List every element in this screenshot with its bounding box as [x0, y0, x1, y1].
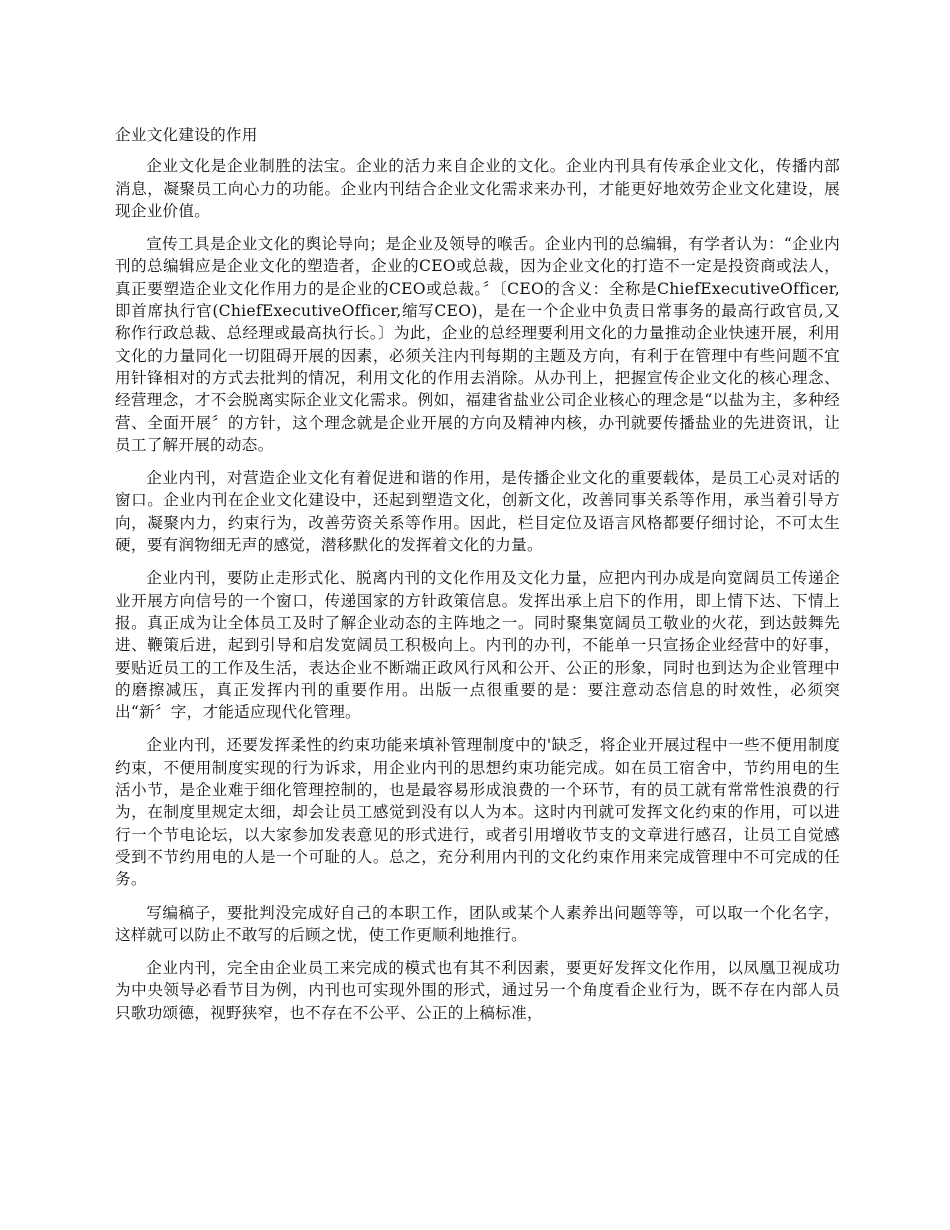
paragraph: 企业内刊，对营造企业文化有着促进和谐的作用，是传播企业文化的重要载体，是员工心灵对话的窗口。企业内刊在企业文化建设中，还起到塑造文化，创新文化，改善同事关系等作用，承当着引导方向，凝聚内力，约束行为，改善劳资关系等作用。因此，栏目定位及语言风格都要仔细讨论，不可太生硬，要有润物细无声的感觉，潜移默化的发挥着文化的力量。 [115, 469, 840, 555]
paragraph: 企业内刊，完全由企业员工来完成的模式也有其不利因素，要更好发挥文化作用，以凤凰卫视成功为中央领导必看节目为例，内刊也可实现外围的形式，通过另一个角度看企业行为，既不存在内部人员只歌功颂德，视野狭窄，也不存在不公平、公正的上稿标准， [115, 959, 840, 1022]
paragraph: 宣传工具是企业文化的舆论导向；是企业及领导的喉舌。企业内刊的总编辑，有学者认为：“企业内刊的总编辑应是企业文化的塑造者，企业的CEO或总裁，因为企业文化的打造不一定是投资商或法人，真正要塑造企业文化作用力的是企业的CEO或总裁。〞〔CEO的含义：全称是ChiefExecutiveOfficer,即首席执行官(ChiefExecutiveOfficer,缩写CEO)，是在一个企业中负责日常事务的最高行政官员,又称作行政总裁、总经理或最高执行长。〕为此，企业的总经理要利用文化的力量推动企业快速开展，利用文化的力量同化一切阻碍开展的因素，必须关注内刊每期的主题及方向，有利于在管理中有些问题不宜用针锋相对的方式去批判的情况，利用文化的作用去消除。从办刊上，把握宣传企业文化的核心理念、经营理念，才不会脱离实际企业文化需求。例如，福建省盐业公司企业核心的理念是“以盐为主，多种经营、全面开展〞的方针，这个理念就是企业开展的方向及精神内核，办刊就要传播盐业的先进资讯，让员工了解开展的动态。 [115, 235, 840, 454]
paragraph: 企业文化是企业制胜的法宝。企业的活力来自企业的文化。企业内刊具有传承企业文化，传播内部消息，凝聚员工向心力的功能。企业内刊结合企业文化需求来办刊，才能更好地效劳企业文化建设，展现企业价值。 [115, 157, 840, 220]
paragraph: 企业内刊，还要发挥柔性的约束功能来填补管理制度中的'缺乏，将企业开展过程中一些不便用制度约束，不便用制度实现的行为诉求，用企业内刊的思想约束功能完成。如在员工宿舍中，节约用电的生活小节，是企业难于细化管理控制的，也是最容易形成浪费的一个环节，有的员工就有常常性浪费的行为，在制度里规定太细，却会让员工感觉到没有以人为本。这时内刊就可发挥文化约束的作用，可以进行一个节电论坛，以大家参加发表意见的形式进行，或者引用增收节支的文章进行感召，让员工自觉感受到不节约用电的人是一个可耻的人。总之，充分利用内刊的文化约束作用来完成管理中不可完成的任务。 [115, 736, 840, 889]
paragraph: 写编稿子，要批判没完成好自己的本职工作，团队或某个人素养出问题等等，可以取一个化名字，这样就可以防止不敢写的后顾之忧，使工作更顺利地推行。 [115, 903, 840, 944]
paragraph: 企业内刊，要防止走形式化、脱离内刊的文化作用及文化力量，应把内刊办成是向宽阔员工传递企业开展方向信号的一个窗口，传递国家的方针政策信息。发挥出承上启下的作用，即上情下达、下情上报。真正成为让全体员工及时了解企业动态的主阵地之一。同时聚集宽阔员工敬业的火花，到达鼓舞先进、鞭策后进，起到引导和启发宽阔员工积极向上。内刊的办刊，不能单一只宣扬企业经营中的好事，要贴近员工的工作及生活，表达企业不断端正政风行风和公开、公正的形象，同时也到达为企业管理中的磨擦减压，真正发挥内刊的重要作用。出版一点很重要的是：要注意动态信息的时效性，必须突出“新〞字，才能适应现代化管理。 [115, 569, 840, 722]
document-title: 企业文化建设的作用 [115, 126, 258, 144]
document-page [115, 124, 840, 1035]
